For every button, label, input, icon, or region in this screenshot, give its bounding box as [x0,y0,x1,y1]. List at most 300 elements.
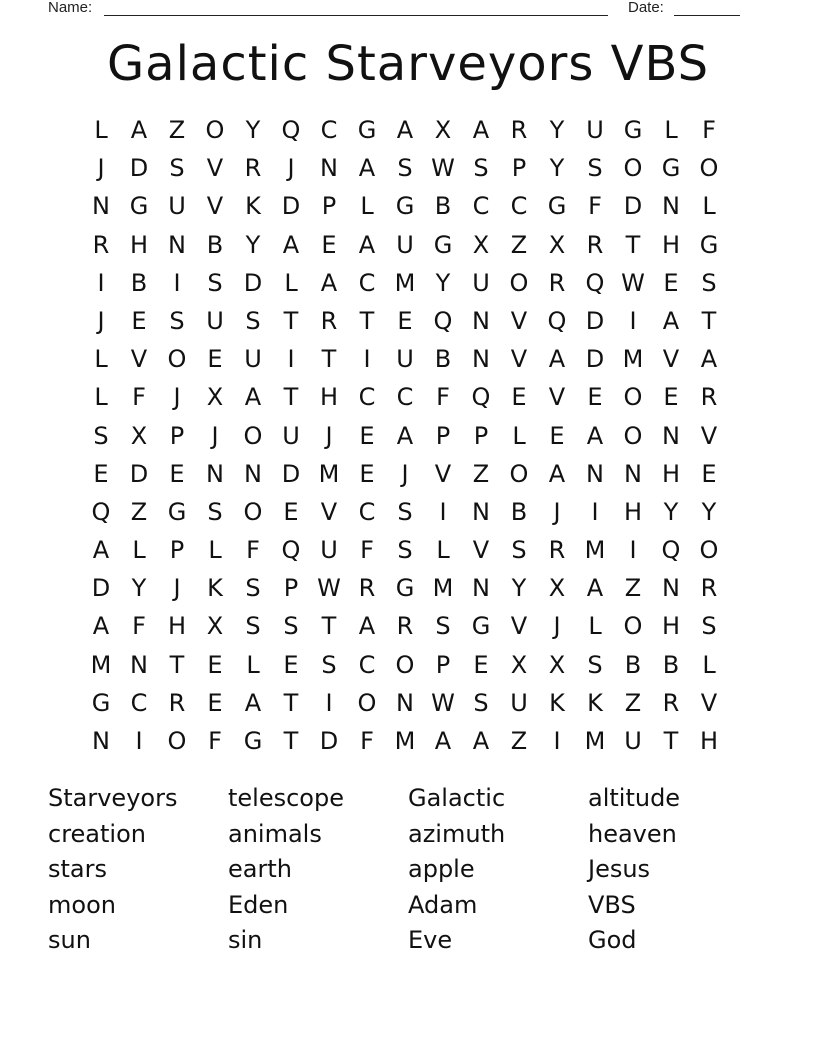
grid-letter: A [548,459,566,488]
grid-letter: M [394,268,416,297]
word-list-item: heaven [588,819,677,848]
grid-letter: V [700,688,718,717]
grid-letter: X [548,574,566,603]
grid-letter: Y [245,230,261,259]
grid-letter: U [472,268,490,297]
grid-letter: E [473,650,489,679]
grid-row [82,226,728,264]
grid-letter: V [510,306,528,335]
grid-letter: N [168,230,186,259]
grid-letter: D [281,192,301,221]
grid-letter: T [321,612,337,641]
grid-letter: R [244,154,262,183]
grid-letter: H [661,230,681,259]
grid-letter: M [90,650,112,679]
grid-letter: G [661,154,681,183]
grid-letter: G [699,230,719,259]
grid-letter: S [93,421,109,450]
grid-letter: I [629,536,637,565]
grid-letter: M [584,727,606,755]
grid-letter: I [325,688,333,717]
grid-letter: D [623,192,643,221]
grid-letter: A [244,383,262,412]
grid-row [82,302,728,340]
grid-letter: B [662,650,680,679]
grid-letter: R [396,612,414,641]
grid-letter: V [510,345,528,374]
grid-letter: W [431,154,455,183]
grid-letter: T [321,345,337,374]
grid-letter: U [168,192,186,221]
grid-letter: Y [663,497,679,526]
grid-letter: O [205,116,225,144]
grid-letter: S [245,306,261,335]
grid-letter: C [510,192,528,221]
grid-letter: P [169,536,185,565]
grid-letter: U [244,345,262,374]
grid-letter: S [169,154,185,183]
grid-letter: M [622,345,644,374]
grid-row [82,607,728,645]
grid-letter: H [167,612,187,641]
grid-letter: J [287,154,295,183]
grid-letter: C [130,688,148,717]
grid-letter: C [358,268,376,297]
grid-letter: E [207,650,223,679]
grid-letter: Q [585,268,605,297]
grid-letter: P [283,574,299,603]
grid-letter: K [245,192,261,221]
grid-letter: Q [281,116,301,144]
grid-letter: A [586,574,604,603]
grid-letter: L [94,116,108,144]
grid-letter: Z [472,459,490,488]
grid-letter: S [207,497,223,526]
grid-letter: T [283,688,299,717]
word-list-item: azimuth [408,819,506,848]
grid-letter: J [173,383,181,412]
grid-row [82,722,728,760]
grid-letter: K [207,574,223,603]
grid-letter: E [93,459,109,488]
grid-letter: C [320,116,338,144]
grid-letter: V [662,345,680,374]
grid-letter: G [167,497,187,526]
word-list-item: Eve [408,926,453,954]
grid-letter: F [132,383,146,412]
grid-letter: Y [549,154,565,183]
grid-letter: O [167,345,187,374]
grid-letter: L [132,536,146,565]
grid-letter: S [435,612,451,641]
grid-letter: M [584,536,606,565]
grid-letter: I [287,345,295,374]
grid-letter: P [473,421,489,450]
grid-letter: N [92,727,110,755]
grid-letter: S [587,650,603,679]
grid-letter: P [321,192,337,221]
grid-letter: A [700,345,718,374]
grid-letter: T [625,230,641,259]
grid-letter: V [206,192,224,221]
grid-letter: H [319,383,339,412]
grid-letter: E [663,383,679,412]
grid-letter: B [434,345,452,374]
grid-letter: O [623,612,643,641]
word-list-item: telescope [228,784,344,812]
grid-letter: G [433,230,453,259]
grid-letter: Z [624,574,642,603]
grid-letter: H [699,727,719,755]
word-search-grid [82,111,728,760]
grid-letter: G [243,727,263,755]
grid-letter: K [587,688,603,717]
word-list-item: apple [408,855,475,883]
grid-letter: U [396,345,414,374]
grid-letter: I [173,268,181,297]
grid-letter: E [359,421,375,450]
grid-letter: F [132,612,146,641]
grid-letter: A [92,536,110,565]
grid-letter: S [511,536,527,565]
grid-letter: F [246,536,260,565]
word-list-item: Eden [228,890,289,919]
word-list-item: moon [48,890,116,919]
grid-letter: L [702,650,716,679]
grid-letter: S [397,497,413,526]
grid-letter: I [629,306,637,335]
grid-letter: I [135,727,143,755]
grid-letter: M [318,459,340,488]
grid-letter: T [663,727,679,755]
grid-letter: A [92,612,110,641]
grid-letter: J [173,574,181,603]
grid-letter: Z [130,497,148,526]
grid-letter: A [358,612,376,641]
grid-letter: J [325,421,333,450]
word-list-item: Adam [408,890,478,919]
grid-letter: U [282,421,300,450]
grid-row [82,149,728,187]
grid-letter: N [320,154,338,183]
grid-letter: T [283,383,299,412]
grid-letter: O [509,268,529,297]
grid-letter: C [358,383,376,412]
grid-letter: J [97,154,105,183]
grid-letter: X [130,421,148,450]
grid-letter: E [169,459,185,488]
word-list-item: animals [228,819,322,848]
grid-letter: P [169,421,185,450]
grid-letter: S [473,688,489,717]
grid-letter: L [360,192,374,221]
grid-letter: X [548,230,566,259]
grid-row [82,187,728,225]
grid-letter: U [206,306,224,335]
grid-letter: I [439,497,447,526]
grid-letter: L [94,345,108,374]
grid-letter: O [167,727,187,755]
grid-letter: S [397,536,413,565]
grid-letter: B [206,230,224,259]
grid-letter: E [587,383,603,412]
grid-letter: R [586,230,604,259]
grid-row [82,378,728,416]
grid-letter: E [321,230,337,259]
word-list-item: Galactic [408,784,506,812]
grid-letter: A [472,116,490,144]
word-list-item: stars [48,855,107,883]
grid-letter: B [510,497,528,526]
grid-letter: R [510,116,528,144]
grid-letter: T [359,306,375,335]
grid-letter: J [553,612,561,641]
grid-letter: V [206,154,224,183]
grid-letter: L [208,536,222,565]
grid-letter: E [283,650,299,679]
grid-letter: A [358,154,376,183]
grid-letter: A [396,421,414,450]
grid-letter: N [586,459,604,488]
grid-row [82,417,728,455]
grid-letter: N [472,306,490,335]
word-list-item: God [588,926,637,954]
grid-letter: V [320,497,338,526]
grid-letter: O [243,497,263,526]
grid-letter: E [283,497,299,526]
grid-row [82,531,728,569]
grid-letter: O [509,459,529,488]
grid-letter: L [94,383,108,412]
grid-letter: J [211,421,219,450]
grid-letter: O [699,536,719,565]
date-label: Date: [628,0,664,16]
grid-letter: G [395,574,415,603]
grid-letter: B [624,650,642,679]
grid-letter: O [243,421,263,450]
grid-letter: A [548,345,566,374]
grid-letter: V [548,383,566,412]
grid-letter: F [360,536,374,565]
grid-letter: M [432,574,454,603]
grid-letter: I [553,727,561,755]
grid-letter: A [130,116,148,144]
grid-letter: S [473,154,489,183]
grid-letter: X [472,230,490,259]
grid-row [82,264,728,302]
grid-letter: E [663,268,679,297]
grid-letter: A [662,306,680,335]
date-blank-line [674,15,740,16]
word-list-item: Starveyors [48,784,178,812]
grid-letter: S [587,154,603,183]
name-label: Name: [48,0,93,16]
grid-letter: Y [549,116,565,144]
grid-letter: X [510,650,528,679]
grid-letter: E [207,688,223,717]
grid-row [82,111,728,149]
grid-letter: R [168,688,186,717]
word-list-item: creation [48,819,146,848]
grid-letter: O [623,154,643,183]
grid-letter: L [246,650,260,679]
grid-letter: F [588,192,602,221]
grid-letter: C [396,383,414,412]
grid-letter: Z [510,230,528,259]
grid-row [82,646,728,684]
grid-letter: W [621,268,645,297]
grid-letter: A [358,230,376,259]
grid-letter: N [244,459,262,488]
grid-letter: E [701,459,717,488]
grid-letter: G [357,116,377,144]
grid-letter: T [169,650,185,679]
grid-letter: W [317,574,341,603]
grid-letter: L [512,421,526,450]
grid-letter: I [591,497,599,526]
grid-letter: N [472,345,490,374]
grid-letter: A [434,727,452,755]
grid-letter: S [283,612,299,641]
grid-letter: A [396,116,414,144]
grid-letter: P [435,421,451,450]
grid-letter: G [547,192,567,221]
grid-letter: O [623,421,643,450]
grid-letter: A [320,268,338,297]
grid-letter: A [472,727,490,755]
grid-letter: D [129,154,149,183]
grid-row [82,340,728,378]
grid-letter: Y [131,574,147,603]
grid-letter: D [585,345,605,374]
grid-letter: E [511,383,527,412]
grid-letter: X [548,650,566,679]
grid-letter: G [91,688,111,717]
grid-letter: L [588,612,602,641]
grid-letter: M [394,727,416,755]
grid-letter: I [363,345,371,374]
grid-letter: O [623,383,643,412]
grid-letter: D [319,727,339,755]
grid-letter: C [358,497,376,526]
grid-letter: N [396,688,414,717]
grid-letter: A [586,421,604,450]
grid-letter: F [208,727,222,755]
grid-letter: R [548,268,566,297]
grid-letter: N [472,574,490,603]
grid-letter: J [97,306,105,335]
grid-row [82,493,728,531]
grid-letter: T [283,727,299,755]
grid-letter: G [623,116,643,144]
name-blank-line [104,15,608,16]
grid-letter: D [91,574,111,603]
grid-letter: S [397,154,413,183]
grid-letter: V [472,536,490,565]
grid-letter: P [435,650,451,679]
grid-letter: Q [91,497,111,526]
grid-letter: Q [661,536,681,565]
grid-letter: W [431,688,455,717]
grid-letter: Y [511,574,527,603]
grid-letter: S [245,612,261,641]
grid-letter: Q [547,306,567,335]
grid-letter: E [359,459,375,488]
grid-letter: U [586,116,604,144]
grid-letter: A [244,688,262,717]
grid-letter: Y [245,116,261,144]
grid-letter: L [436,536,450,565]
grid-letter: Y [435,268,451,297]
grid-letter: H [661,459,681,488]
grid-letter: S [321,650,337,679]
grid-letter: D [281,459,301,488]
grid-letter: G [129,192,149,221]
grid-letter: Q [281,536,301,565]
grid-letter: U [624,727,642,755]
grid-letter: E [397,306,413,335]
grid-row [82,455,728,493]
grid-letter: S [245,574,261,603]
grid-letter: H [623,497,643,526]
grid-letter: R [700,383,718,412]
grid-letter: X [434,116,452,144]
grid-letter: N [472,497,490,526]
grid-letter: J [553,497,561,526]
grid-letter: C [358,650,376,679]
grid-letter: K [549,688,565,717]
word-list-item: sin [228,926,263,954]
grid-letter: O [357,688,377,717]
grid-letter: O [699,154,719,183]
grid-letter: A [282,230,300,259]
grid-letter: Z [168,116,186,144]
grid-letter: N [130,650,148,679]
grid-letter: T [283,306,299,335]
grid-letter: Z [510,727,528,755]
grid-letter: S [169,306,185,335]
grid-letter: R [320,306,338,335]
grid-letter: S [701,612,717,641]
grid-letter: G [395,192,415,221]
word-list-item: Jesus [588,855,651,883]
word-list-item: sun [48,926,91,954]
grid-letter: X [206,612,224,641]
grid-letter: D [243,268,263,297]
grid-letter: F [436,383,450,412]
grid-letter: N [624,459,642,488]
grid-letter: V [434,459,452,488]
grid-letter: D [129,459,149,488]
grid-letter: X [206,383,224,412]
grid-letter: S [207,268,223,297]
grid-letter: R [700,574,718,603]
grid-letter: Q [433,306,453,335]
grid-letter: L [664,116,678,144]
grid-row [82,684,728,722]
page-title: Galactic Starveyors VBS [106,36,710,92]
grid-letter: J [401,459,409,488]
grid-letter: S [701,268,717,297]
word-list [48,781,768,959]
grid-letter: D [585,306,605,335]
grid-letter: R [92,230,110,259]
grid-letter: E [131,306,147,335]
grid-letter: Q [471,383,491,412]
grid-letter: B [130,268,148,297]
grid-letter: Y [701,497,717,526]
grid-letter: E [549,421,565,450]
